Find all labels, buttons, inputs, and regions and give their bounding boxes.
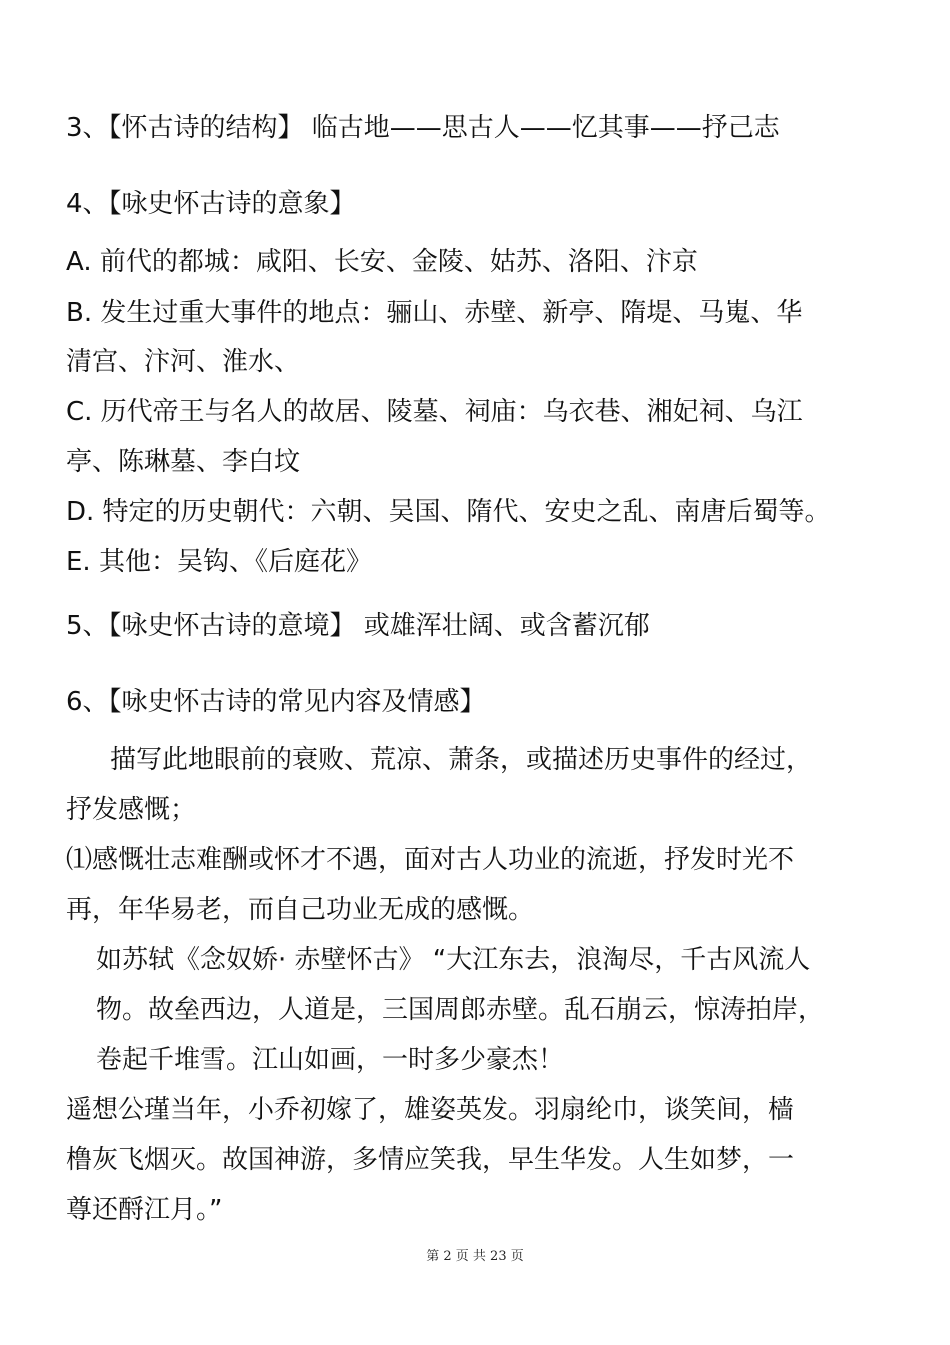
imagery-item-d: D. 特定的历史朝代：六朝、吴国、隋代、安史之乱、南唐后蜀等。 — [66, 497, 831, 527]
poem-line: 橹灰飞烟灭。故国神游，多情应笑我，早生华发。人生如梦，一 — [66, 1145, 795, 1175]
poem-line: 物。故垒西边，人道是，三国周郎赤壁。乱石崩云，惊涛拍岸， — [96, 995, 825, 1025]
imagery-item-a: A. 前代的都城：咸阳、长安、金陵、姑苏、洛阳、汴京 — [66, 247, 698, 277]
imagery-item-c: C. 历代帝王与名人的故居、陵墓、祠庙：乌衣巷、湘妃祠、乌江 — [66, 397, 803, 427]
imagery-heading: 4、【咏史怀古诗的意象】 — [66, 189, 356, 219]
poem-line: 如苏轼《念奴娇· 赤壁怀古》 “大江东去，浪淘尽，千古风流人 — [96, 945, 811, 975]
imagery-item-b: B. 发生过重大事件的地点：骊山、赤壁、新亭、隋堤、马嵬、华 — [66, 298, 803, 328]
structure-line: 3、【怀古诗的结构】 临古地——思古人——忆其事——抒己志 — [66, 113, 780, 143]
poem-line: 卷起千堆雪。江山如画，一时多少豪杰！ — [96, 1045, 565, 1075]
mood-line: 5、【咏史怀古诗的意境】 或雄浑壮阔、或含蓄沉郁 — [66, 611, 650, 641]
paragraph-line: ⑴感慨壮志难酬或怀才不遇，面对古人功业的流逝，抒发时光不 — [66, 845, 795, 875]
poem-line: 遥想公瑾当年，小乔初嫁了，雄姿英发。羽扇纶巾，谈笑间，樯 — [66, 1095, 795, 1125]
imagery-item-e: E. 其他：吴钩、《后庭花》 — [66, 547, 372, 577]
page-footer: 第 2 页 共 23 页 — [426, 1249, 524, 1264]
paragraph-line: 再，年华易老，而自己功业无成的感慨。 — [66, 895, 535, 925]
paragraph-line: 抒发感慨； — [66, 795, 197, 825]
imagery-item-c-cont: 亭、陈琳墓、李白坟 — [66, 447, 301, 477]
poem-line: 尊还酹江月。” — [66, 1195, 223, 1225]
imagery-item-b-cont: 清宫、汴河、淮水、 — [66, 347, 301, 377]
content-heading: 6、【咏史怀古诗的常见内容及情感】 — [66, 687, 486, 717]
paragraph-line: 描写此地眼前的衰败、荒凉、萧条，或描述历史事件的经过， — [110, 745, 813, 775]
